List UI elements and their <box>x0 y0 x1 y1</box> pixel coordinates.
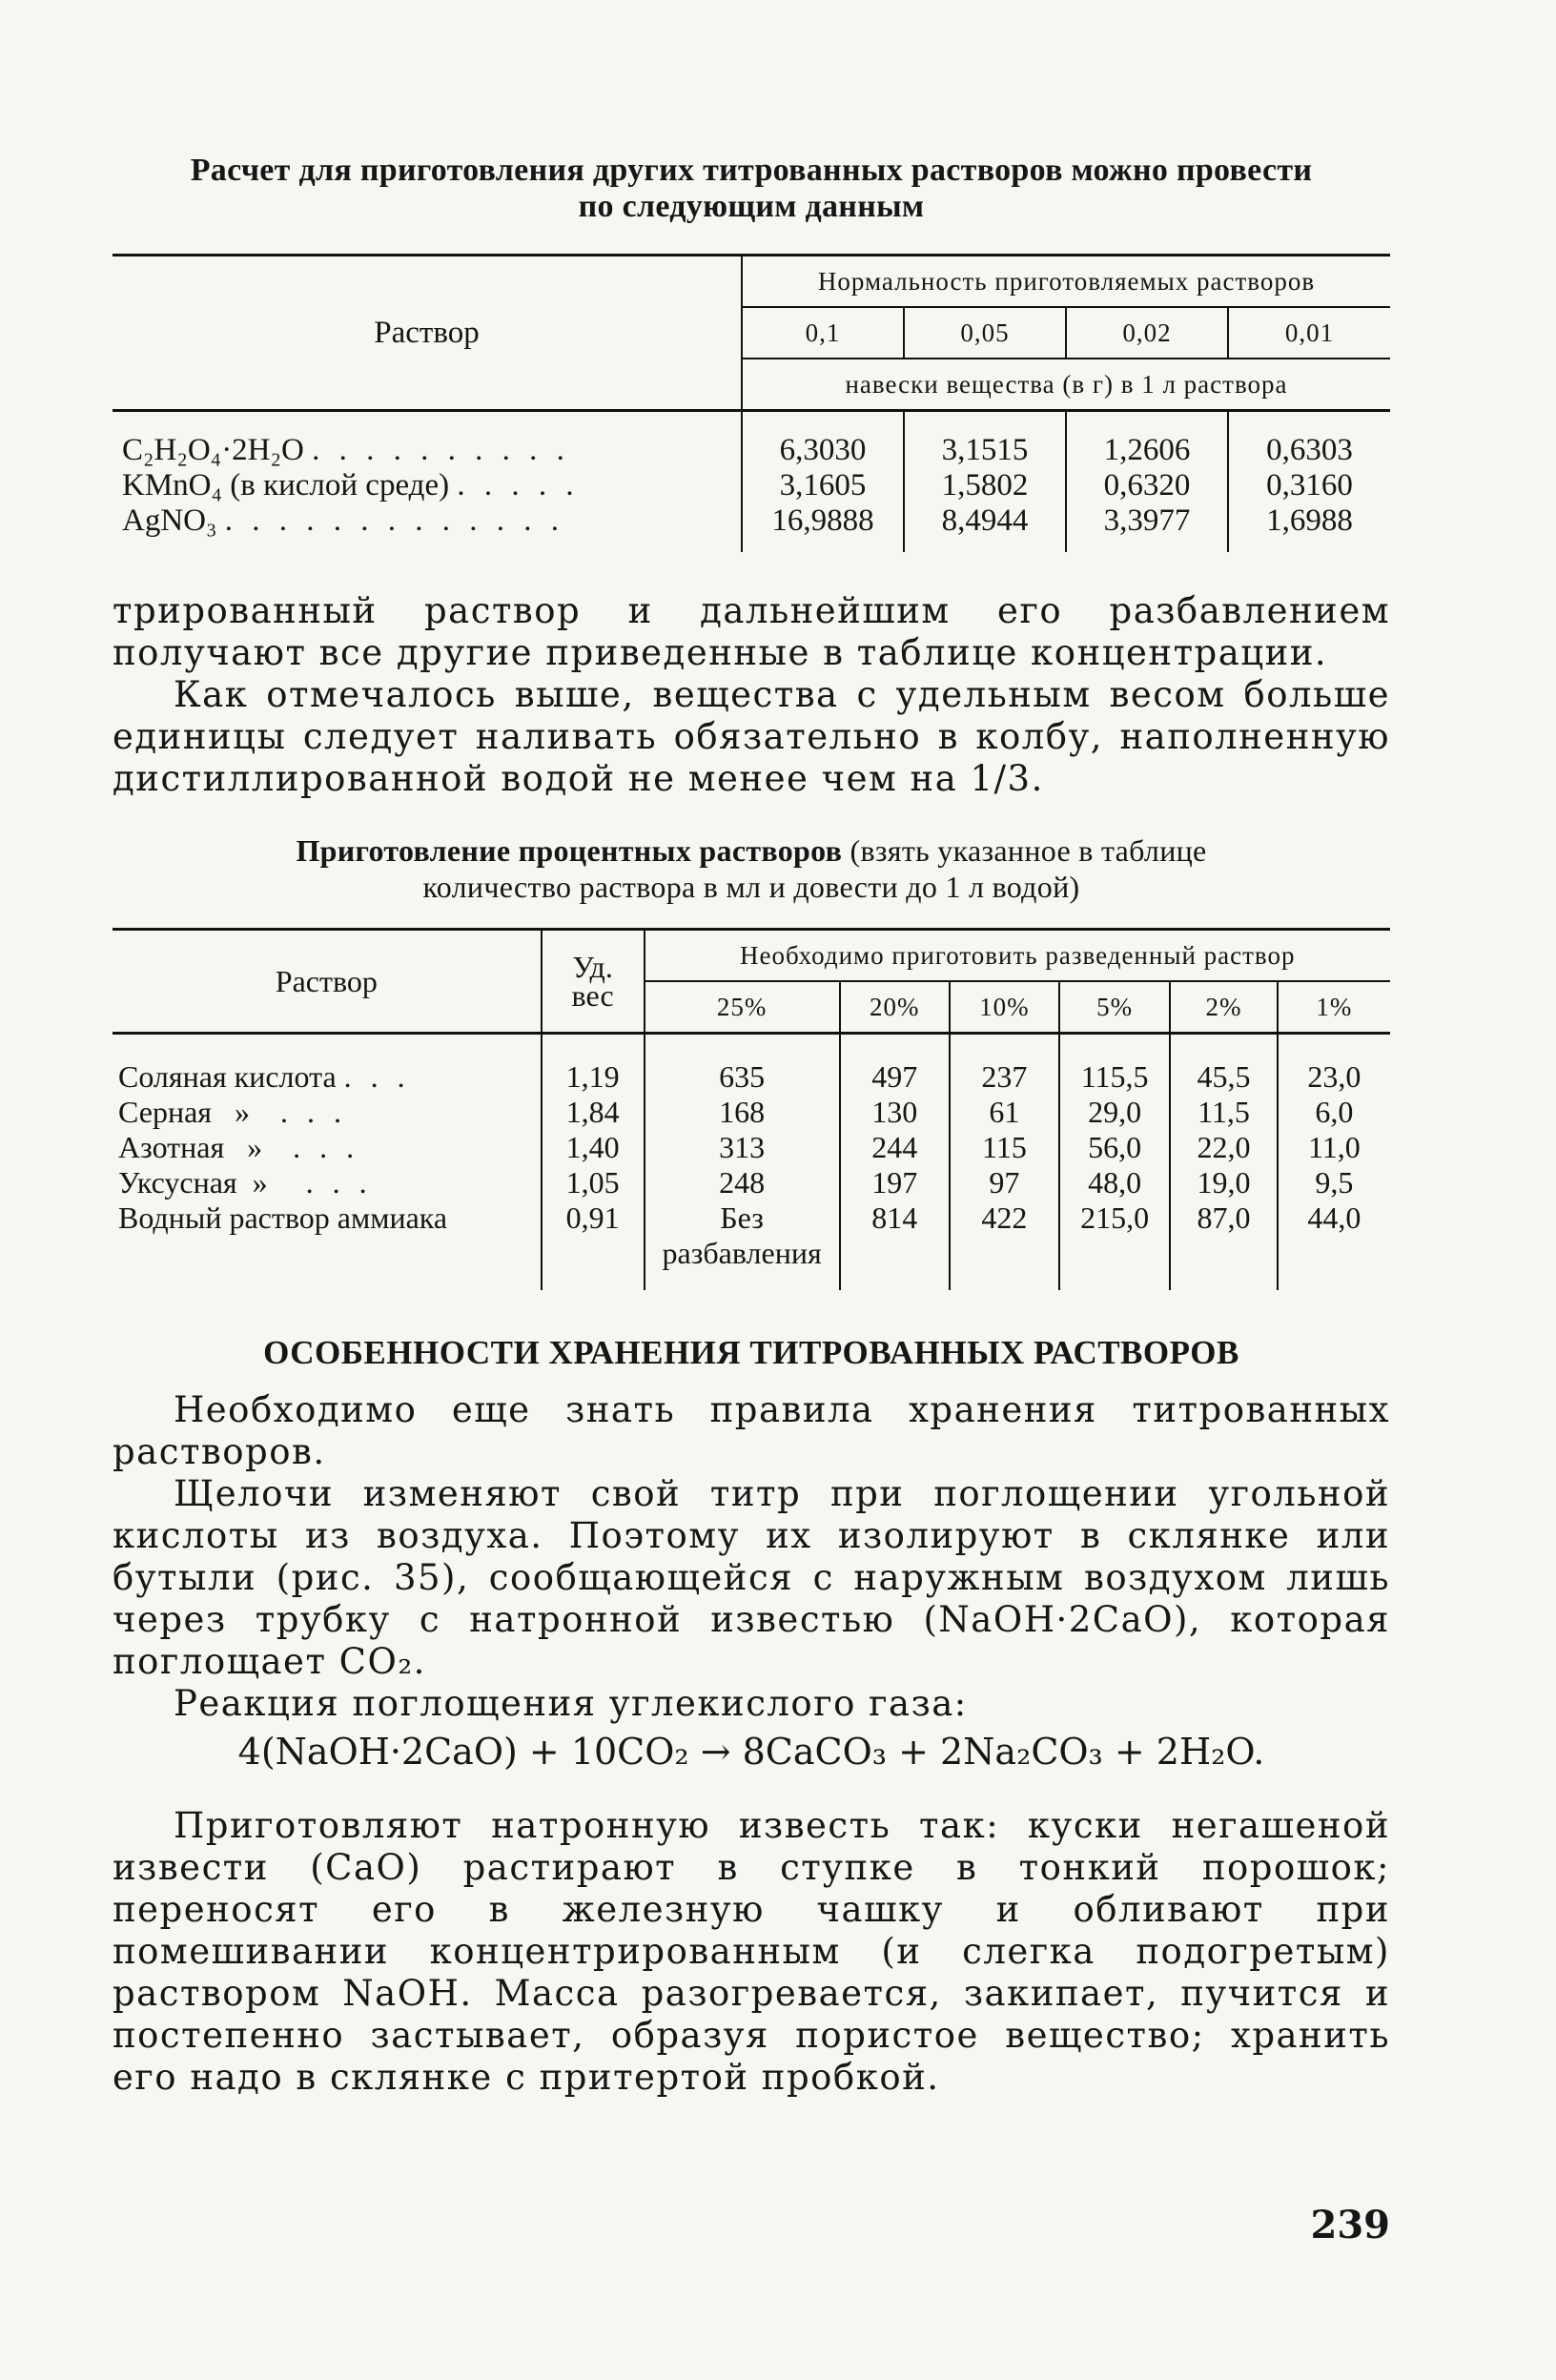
table1-caption-line2: по следующим данным <box>578 189 925 224</box>
cell-value: 11,5 <box>1170 1095 1278 1130</box>
row-formula: AgNO₃ <box>122 503 217 538</box>
table2-row-name: Азотная » . . . <box>118 1130 360 1164</box>
cell-density: 0,91 <box>542 1200 645 1271</box>
table-row <box>113 1165 1390 1200</box>
cell-value: 197 <box>840 1165 950 1200</box>
table2-percent: 10% <box>950 981 1059 1034</box>
page-number: 239 <box>1310 2203 1390 2247</box>
table2-percent: 2% <box>1170 981 1278 1034</box>
cell-density: 1,40 <box>542 1130 645 1165</box>
cell-value: 130 <box>840 1095 950 1130</box>
cell-value: 237 <box>950 1059 1059 1095</box>
table2-row-name: Водный раствор аммиака <box>118 1200 448 1235</box>
cell-value: 313 <box>645 1130 840 1165</box>
table1-subheader: навески вещества (в г) в 1 л раствора <box>742 359 1390 411</box>
paragraph-3: Необходимо еще знать правила хранения титрованных растворов. <box>113 1389 1390 1472</box>
paragraph-1: трированный раствор и дальнейшим его разбавлением получают все другие приведенные в таблице концентрации. <box>113 590 1390 673</box>
row-name-text: Серная <box>118 1095 212 1129</box>
cell-value: 61 <box>950 1095 1059 1130</box>
cell-value: 0,6303 <box>1228 433 1390 468</box>
table-row <box>113 1200 1390 1271</box>
cell-value: 814 <box>840 1200 950 1271</box>
table1-normality: 0,01 <box>1228 307 1390 359</box>
cell-value: 56,0 <box>1059 1130 1170 1165</box>
page-content <box>113 153 1390 2099</box>
table-row <box>113 433 1390 468</box>
cell-value: 22,0 <box>1170 1130 1278 1165</box>
cell-value: 497 <box>840 1059 950 1095</box>
cell-value: 9,5 <box>1278 1165 1390 1200</box>
cell-value: 48,0 <box>1059 1165 1170 1200</box>
row-name-text: Соляная кислота <box>118 1059 337 1094</box>
ditto-mark: » <box>252 1165 268 1200</box>
paragraph-2-text: Как отмечалось выше, вещества с удельным весом больше единицы следует наливать обязательно в колбу, наполненную дистиллированной водой не менее чем на <box>113 674 1390 799</box>
cell-value: 215,0 <box>1059 1200 1170 1271</box>
percent-solutions-table <box>113 928 1390 1290</box>
table2-header-group: Необходимо приготовить разведенный раствор <box>645 930 1391 982</box>
ditto-mark: » <box>247 1130 263 1164</box>
section-title: ОСОБЕННОСТИ ХРАНЕНИЯ ТИТРОВАННЫХ РАСТВОРОВ <box>263 1334 1239 1371</box>
cell-value: 3,3977 <box>1066 503 1228 539</box>
cell-density: 1,19 <box>542 1059 645 1095</box>
paragraph-6: Приготовляют натронную известь так: куски негашеной извести (CaO) растирают в ступке в тонкий порошок; переносят его в железную чашку и обливают при помешивании концентрированным (и слегка подогретым) раствором NaOH. Масса разогревается, закипает, пучится и постепенно застывает, образуя пористое вещество; хранить его надо в склянке с притертой пробкой. <box>113 1805 1390 2098</box>
row-name-text: Азотная <box>118 1130 225 1164</box>
cell-density: 1,05 <box>542 1165 645 1200</box>
cell-value: 19,0 <box>1170 1165 1278 1200</box>
cell-value: 3,1605 <box>742 468 904 503</box>
table1-normality: 0,02 <box>1066 307 1228 359</box>
table1-row-name: C₂H₂O₄·2H₂O . . . . . . . . . . <box>122 433 570 467</box>
table1-normality: 0,05 <box>904 307 1066 359</box>
table2-percent: 1% <box>1278 981 1390 1034</box>
cell-value: 6,3030 <box>742 433 904 468</box>
ditto-mark: » <box>234 1095 250 1129</box>
cell-value: 44,0 <box>1278 1200 1390 1271</box>
table2-caption <box>113 832 1390 905</box>
table1-header-normality: Нормальность приготовляемых растворов <box>742 256 1390 308</box>
paragraph-4: Щелочи изменяют свой титр при поглощении угольной кислоты из воздуха. Поэтому их изолируют в склянке или бутыли (рис. 35), сообщающейся с наружным воздухом лишь через трубку с натронной известью (NaOH·2CaO), которая поглощает CO₂. <box>113 1473 1390 1682</box>
cell-density: 1,84 <box>542 1095 645 1130</box>
table1-caption-line1: Расчет для приготовления других титрованных растворов можно провести <box>190 153 1313 188</box>
table2-row-name: Серная » . . . <box>118 1095 347 1129</box>
cell-value: 23,0 <box>1278 1059 1390 1095</box>
row-name-text: Уксусная <box>118 1165 237 1200</box>
cell-value: 3,1515 <box>904 433 1066 468</box>
table-row <box>113 1095 1390 1130</box>
cell-value: 29,0 <box>1059 1095 1170 1130</box>
table1-row-name: KMnO₄ (в кислой среде) . . . . . <box>122 468 580 503</box>
cell-value: 87,0 <box>1170 1200 1278 1271</box>
table-row <box>113 468 1390 503</box>
table2-row-name: Уксусная » . . . <box>118 1165 373 1200</box>
table1-header-solution: Раствор <box>113 256 742 411</box>
table2-caption-bold: Приготовление процентных растворов <box>296 833 843 868</box>
table1-normality: 0,1 <box>742 307 904 359</box>
cell-value: 1,2606 <box>1066 433 1228 468</box>
table2-percent: 5% <box>1059 981 1170 1034</box>
fraction: 1/3 <box>970 758 1032 799</box>
table-row <box>113 1059 1390 1095</box>
cell-value: 8,4944 <box>904 503 1066 539</box>
table2-caption-line2: количество раствора в мл и довести до 1 л водой) <box>422 870 1080 904</box>
cell-value: 45,5 <box>1170 1059 1278 1095</box>
cell-value: 6,0 <box>1278 1095 1390 1130</box>
table2-caption-rest: (взять указанное в таблице <box>850 833 1207 868</box>
table-row <box>113 1130 1390 1165</box>
cell-value: 1,6988 <box>1228 503 1390 539</box>
cell-value: 0,3160 <box>1228 468 1390 503</box>
cell-value: 0,6320 <box>1066 468 1228 503</box>
cell-value: Без разбавления <box>645 1200 840 1271</box>
table2-row-name: Соляная кислота . . . <box>118 1059 411 1094</box>
weights-table <box>113 254 1390 552</box>
cell-value: 422 <box>950 1200 1059 1271</box>
cell-value: 16,9888 <box>742 503 904 539</box>
row-formula: KMnO₄ (в кислой среде) <box>122 468 450 503</box>
row-formula: C₂H₂O₄·2H₂O <box>122 433 304 467</box>
table2-percent: 20% <box>840 981 950 1034</box>
cell-value: 115 <box>950 1130 1059 1165</box>
cell-value: 1,5802 <box>904 468 1066 503</box>
cell-value: 168 <box>645 1095 840 1130</box>
cell-value: 248 <box>645 1165 840 1200</box>
cell-value: 11,0 <box>1278 1130 1390 1165</box>
paragraph-2: Как отмечалось выше, вещества с удельным весом больше единицы следует наливать обязательно в колбу, наполненную дистиллированной водой не менее чем на 1/3. <box>113 674 1390 799</box>
table1-caption <box>113 153 1390 225</box>
cell-value: 244 <box>840 1130 950 1165</box>
reaction-formula: 4(NaOH·2CaO) + 10CO₂ → 8CaCO₃ + 2Na₂CO₃ + 2H₂O. <box>237 1731 1265 1773</box>
table-row <box>113 503 1390 539</box>
table2-header-density: Уд. вес <box>542 930 645 1034</box>
cell-value: 115,5 <box>1059 1059 1170 1095</box>
cell-value: 97 <box>950 1165 1059 1200</box>
table1-row-name: AgNO₃ . . . . . . . . . . . . . <box>122 503 564 538</box>
cell-value: 635 <box>645 1059 840 1095</box>
paragraph-5: Реакция поглощения углекислого газа: <box>174 1683 968 1724</box>
table2-percent: 25% <box>645 981 840 1034</box>
table2-header-solution: Раствор <box>113 930 542 1034</box>
